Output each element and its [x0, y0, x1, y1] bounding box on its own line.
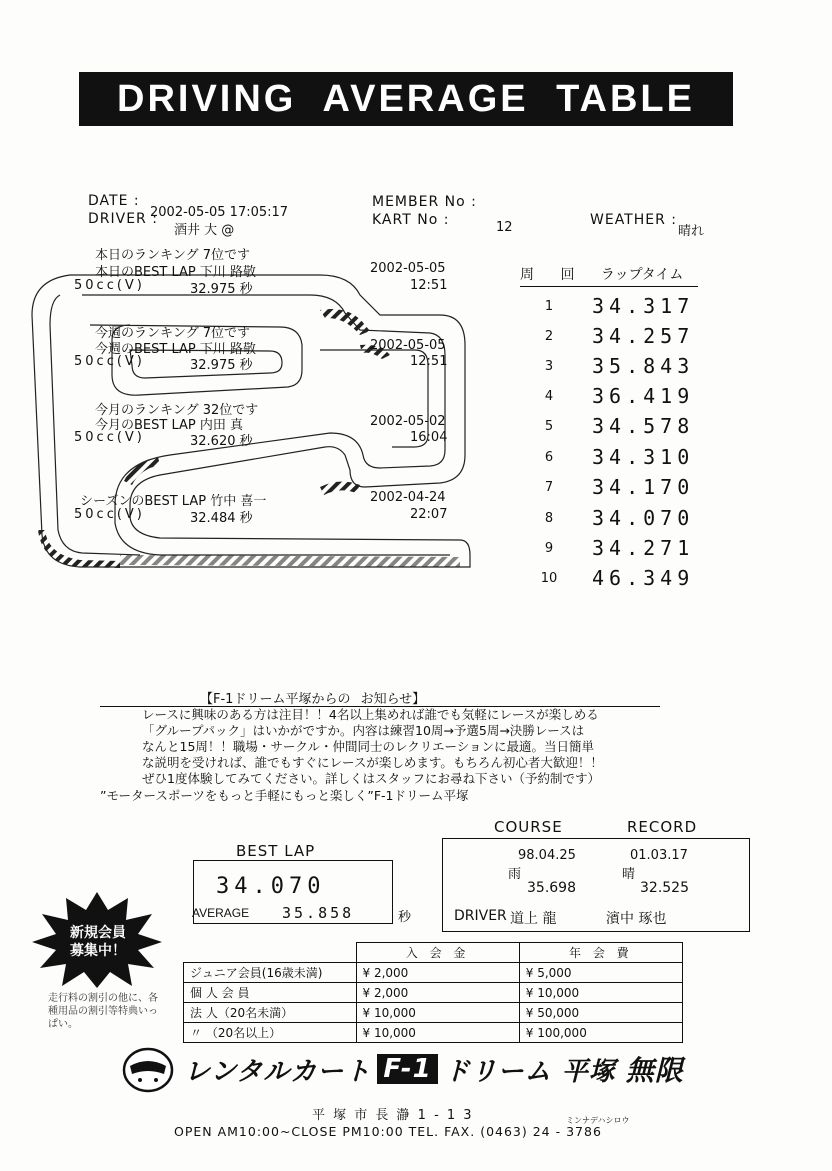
lap-number: 7 [544, 479, 554, 495]
lap-number: 9 [544, 540, 554, 556]
weather-label: WEATHER : [590, 212, 677, 228]
fee-join: ¥ 2,000 [356, 983, 519, 1003]
record-date: 01.03.17 [630, 848, 688, 863]
fee-row [184, 1023, 683, 1043]
best-lap-heading: BEST LAP [232, 842, 319, 860]
notice-line: な説明を受ければ、誰でもすぐにレースが楽しめます。もちろん初心者大歓迎！！ [142, 755, 603, 770]
page-title: DRIVING AVERAGE TABLE [117, 77, 695, 120]
fee-type: ジュニア会員(16歳未満) [184, 963, 357, 983]
best-lap-value: 34.070 [216, 874, 326, 899]
notice-line: レースに興味のある方は注目！！4名以上集めれば誰でも気軽にレースが楽しめる [142, 707, 599, 722]
ranking-text: 今月のランキング 32位です [95, 403, 259, 418]
best-lap-time: 32.975 秒 [190, 282, 253, 297]
fee-type: 個 人 会 員 [184, 983, 357, 1003]
fee-year: ¥ 10,000 [519, 983, 682, 1003]
best-lap-date: 2002-05-05 [370, 338, 446, 353]
notice-title: 【F-1ドリーム平塚からの お知らせ】 [200, 692, 426, 707]
best-lap-time: 32.620 秒 [190, 434, 253, 449]
lap-number: 4 [544, 388, 554, 404]
course-weather: 雨 [508, 867, 522, 882]
best-lap-label: 今週のBEST LAP 下川 路敬 [95, 342, 256, 357]
average-label: AVERAGE [192, 906, 250, 920]
fee-row [184, 983, 683, 1003]
best-lap-label: 本日のBEST LAP 下川 路敬 [95, 265, 256, 280]
fee-header-row [184, 943, 683, 963]
best-lap-class: 50cc(V) [74, 430, 145, 445]
record-weather: 晴 [622, 867, 636, 882]
average-unit: 秒 [398, 910, 412, 925]
lap-row [536, 442, 736, 472]
record-heading: RECORD [624, 818, 700, 836]
kart-label: KART No : [372, 212, 450, 228]
fee-type: 法 人（20名未満） [184, 1003, 357, 1023]
course-heading: COURSE [491, 818, 566, 836]
fee-join: ¥ 2,000 [356, 963, 519, 983]
footer-logo [120, 1044, 684, 1094]
lap-number: 1 [544, 298, 554, 314]
lap-row [536, 321, 736, 351]
lap-row [536, 533, 736, 563]
course-date: 98.04.25 [518, 848, 576, 863]
fee-row [184, 963, 683, 983]
logo-text-2: ドリーム 平塚 [443, 1056, 616, 1087]
lap-time: 46.349 [592, 566, 695, 590]
best-lap-clock: 12:51 [410, 278, 448, 293]
lap-number: 5 [544, 418, 554, 434]
fee-row [184, 1003, 683, 1023]
best-lap-class: 50cc(V) [74, 507, 145, 522]
lap-time: 34.170 [592, 475, 695, 499]
title-bar [79, 72, 733, 126]
best-lap-time: 32.484 秒 [190, 511, 253, 526]
notice-body [142, 707, 672, 787]
lap-header-time: ラップタイム [600, 267, 684, 283]
lap-row [536, 503, 736, 533]
fee-table [183, 942, 683, 1043]
fee-header-empty [184, 943, 357, 963]
date-value: 2002-05-05 17:05:17 [150, 205, 289, 220]
helmet-icon [120, 1044, 176, 1094]
best-lap-date: 2002-05-05 [370, 261, 446, 276]
lap-row [536, 411, 736, 441]
footer-hours: OPEN AM10:00~CLOSE PM10:00 TEL. FAX. (0463) 24 - 3786 [174, 1124, 602, 1139]
fee-header-year: 年 会 費 [519, 943, 682, 963]
best-lap-clock: 12:51 [410, 354, 448, 369]
best-lap-clock: 16:04 [410, 430, 448, 445]
fee-join: ¥ 10,000 [356, 1023, 519, 1043]
lap-time: 34.271 [592, 536, 695, 560]
notice-slogan: ”モータースポーツをもっと手軽にもっと楽しく”F-1ドリーム平塚 [100, 788, 469, 803]
notice-line: なんと15周！！職場・サークル・仲間同士のレクリエーションに最適。当日簡単 [142, 739, 595, 754]
lap-number: 10 [540, 570, 558, 586]
fee-header-join: 入 会 金 [356, 943, 519, 963]
best-lap-label: 今月のBEST LAP 内田 真 [95, 418, 243, 433]
lap-row [536, 291, 736, 321]
lap-number: 2 [544, 328, 554, 344]
course-driver: 道上 龍 [510, 911, 557, 927]
lap-row [536, 472, 736, 502]
lap-row [536, 351, 736, 381]
lap-number: 8 [544, 510, 554, 526]
logo-mugen: 無限 [625, 1054, 684, 1087]
lap-number: 6 [544, 449, 554, 465]
lap-table-header [520, 264, 698, 287]
lap-time: 34.310 [592, 445, 695, 469]
best-lap-class: 50cc(V) [74, 278, 145, 293]
fee-year: ¥ 5,000 [519, 963, 682, 983]
lap-header-no: 周 回 [520, 267, 575, 283]
fee-year: ¥ 50,000 [519, 1003, 682, 1023]
best-lap-time: 32.975 秒 [190, 358, 253, 373]
ranking-text: 今週のランキング 7位です [95, 326, 251, 341]
best-lap-label: シーズンのBEST LAP 竹中 喜一 [80, 494, 267, 509]
weather-value: 晴れ [678, 224, 705, 239]
kart-value: 12 [496, 220, 513, 235]
best-lap-date: 2002-05-02 [370, 414, 446, 429]
lap-row [536, 563, 736, 593]
lap-time: 35.843 [592, 354, 695, 378]
fee-year: ¥ 100,000 [519, 1023, 682, 1043]
lap-time: 34.317 [592, 294, 695, 318]
lap-row [536, 381, 736, 411]
badge-line-1: 新規会員 [70, 925, 126, 941]
lap-number: 3 [544, 358, 554, 374]
badge-line-2: 募集中！ [70, 943, 126, 959]
footer-address: 平 塚 市 長 瀞 1 - 1 3 [312, 1108, 474, 1123]
fee-type: 〃 （20名以上） [184, 1023, 357, 1043]
notice-line: ぜひ1度体験してみてください。詳しくはスタッフにお尋ね下さい（予約制です） [142, 771, 600, 786]
ranking-text: 本日のランキング 7位です [95, 248, 251, 263]
record-time: 32.525 [640, 880, 689, 896]
best-lap-class: 50cc(V) [74, 354, 145, 369]
best-lap-date: 2002-04-24 [370, 490, 446, 505]
notice-line: 「グループパック」はいかがですか。内容は練習10周→予選5周→決勝レースは [142, 723, 585, 738]
lap-time: 36.419 [592, 384, 695, 408]
member-badge [64, 924, 132, 960]
footer-phone-kana: ミンナデハシロウ [566, 1116, 630, 1125]
lap-time: 34.257 [592, 324, 695, 348]
fee-join: ¥ 10,000 [356, 1003, 519, 1023]
course-time: 35.698 [527, 880, 576, 896]
best-lap-clock: 22:07 [410, 507, 448, 522]
badge-note: 走行料の割引の他に、各種用品の割引等特典いっぱい。 [48, 993, 158, 1030]
record-driver: 濱中 琢也 [606, 911, 667, 927]
lap-time: 34.070 [592, 506, 695, 530]
driver-value: 酒井 大 @ [174, 223, 235, 238]
lap-time: 34.578 [592, 414, 695, 438]
driver-label: DRIVER : [88, 211, 158, 227]
logo-f1: F-1 [377, 1054, 437, 1084]
average-value: 35.858 [282, 904, 355, 922]
record-driver-label: DRIVER [454, 908, 507, 924]
member-label: MEMBER No : [372, 194, 477, 210]
date-label: DATE : [88, 193, 140, 209]
logo-text: レンタルカート [184, 1056, 372, 1087]
